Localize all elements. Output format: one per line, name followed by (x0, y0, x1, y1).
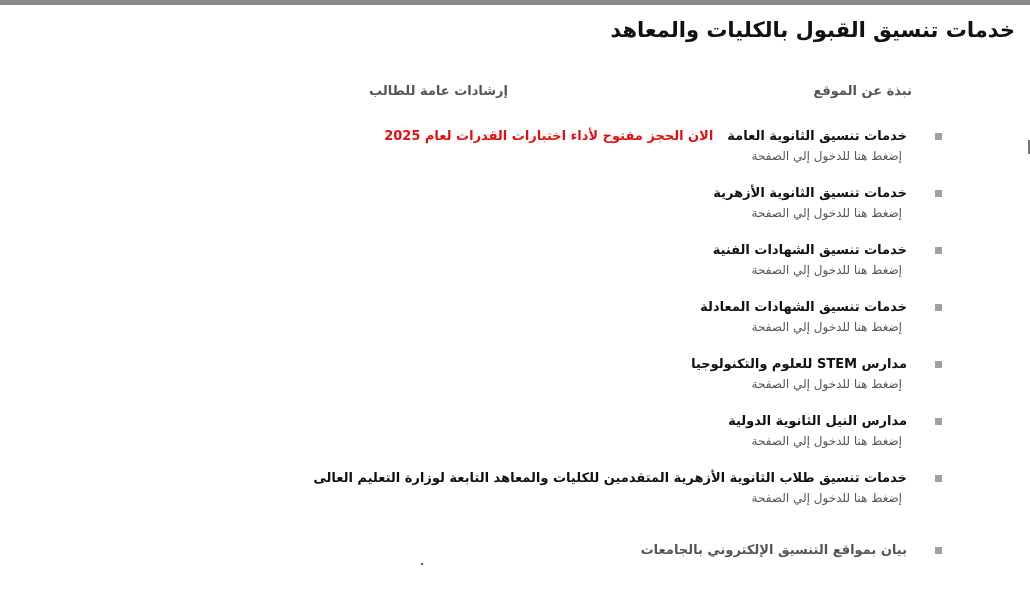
service-title-link[interactable]: مدارس النيل الثانوية الدولية (728, 414, 907, 429)
bullet-icon (935, 247, 942, 254)
list-item-equivalent-certificates (700, 300, 907, 334)
enter-page-link[interactable]: إضغط هنا للدخول إلي الصفحة (751, 206, 902, 220)
student-guidance-link[interactable]: إرشادات عامة للطالب (369, 84, 508, 99)
list-item-nile-schools (728, 414, 907, 448)
enter-page-link[interactable]: إضغط هنا للدخول إلي الصفحة (751, 434, 902, 448)
list-item-technical-certificates (712, 243, 907, 277)
enter-page-link[interactable]: إضغط هنا للدخول إلي الصفحة (751, 320, 902, 334)
university-sites-link[interactable]: بيان بمواقع التنسيق الإلكتروني بالجامعات (640, 543, 907, 558)
bullet-icon (935, 361, 942, 368)
about-site-link[interactable]: نبذة عن الموقع (813, 84, 912, 99)
service-title-link[interactable]: خدمات تنسيق الثانوية العامة (727, 129, 907, 144)
service-title-link[interactable]: خدمات تنسيق طلاب الثانوية الأزهرية المتقدمين للكليات والمعاهد التابعة لوزارة التعليم العالى (313, 471, 907, 486)
list-item-university-sites (640, 543, 907, 558)
stray-dot (421, 563, 423, 565)
enter-page-link[interactable]: إضغط هنا للدخول إلي الصفحة (751, 263, 902, 277)
enter-page-link[interactable]: إضغط هنا للدخول إلي الصفحة (751, 149, 902, 163)
list-item-azhar-higher-education (313, 471, 907, 505)
bullet-icon (935, 133, 942, 140)
service-title-link[interactable]: خدمات تنسيق الثانوية الأزهرية (713, 186, 907, 201)
list-item-azhar-secondary (713, 186, 907, 220)
service-title-link[interactable]: مدارس STEM للعلوم والتكنولوجيا (691, 357, 907, 372)
enter-page-link[interactable]: إضغط هنا للدخول إلي الصفحة (751, 377, 902, 391)
enter-page-link[interactable]: إضغط هنا للدخول إلي الصفحة (751, 491, 902, 505)
bullet-icon (935, 190, 942, 197)
service-title-link[interactable]: خدمات تنسيق الشهادات المعادلة (700, 300, 907, 315)
announcement-note: الان الحجز مفتوح لأداء اختبارات القدرات لعام 2025 (384, 129, 714, 144)
list-item-general-secondary (384, 129, 907, 163)
bullet-icon (935, 304, 942, 311)
page-title: خدمات تنسيق القبول بالكليات والمعاهد (610, 18, 1015, 42)
service-title-link[interactable]: خدمات تنسيق الشهادات الفنية (712, 243, 907, 258)
bullet-icon (935, 547, 942, 554)
bullet-icon (935, 475, 942, 482)
list-item-stem-schools (691, 357, 907, 391)
bullet-icon (935, 418, 942, 425)
